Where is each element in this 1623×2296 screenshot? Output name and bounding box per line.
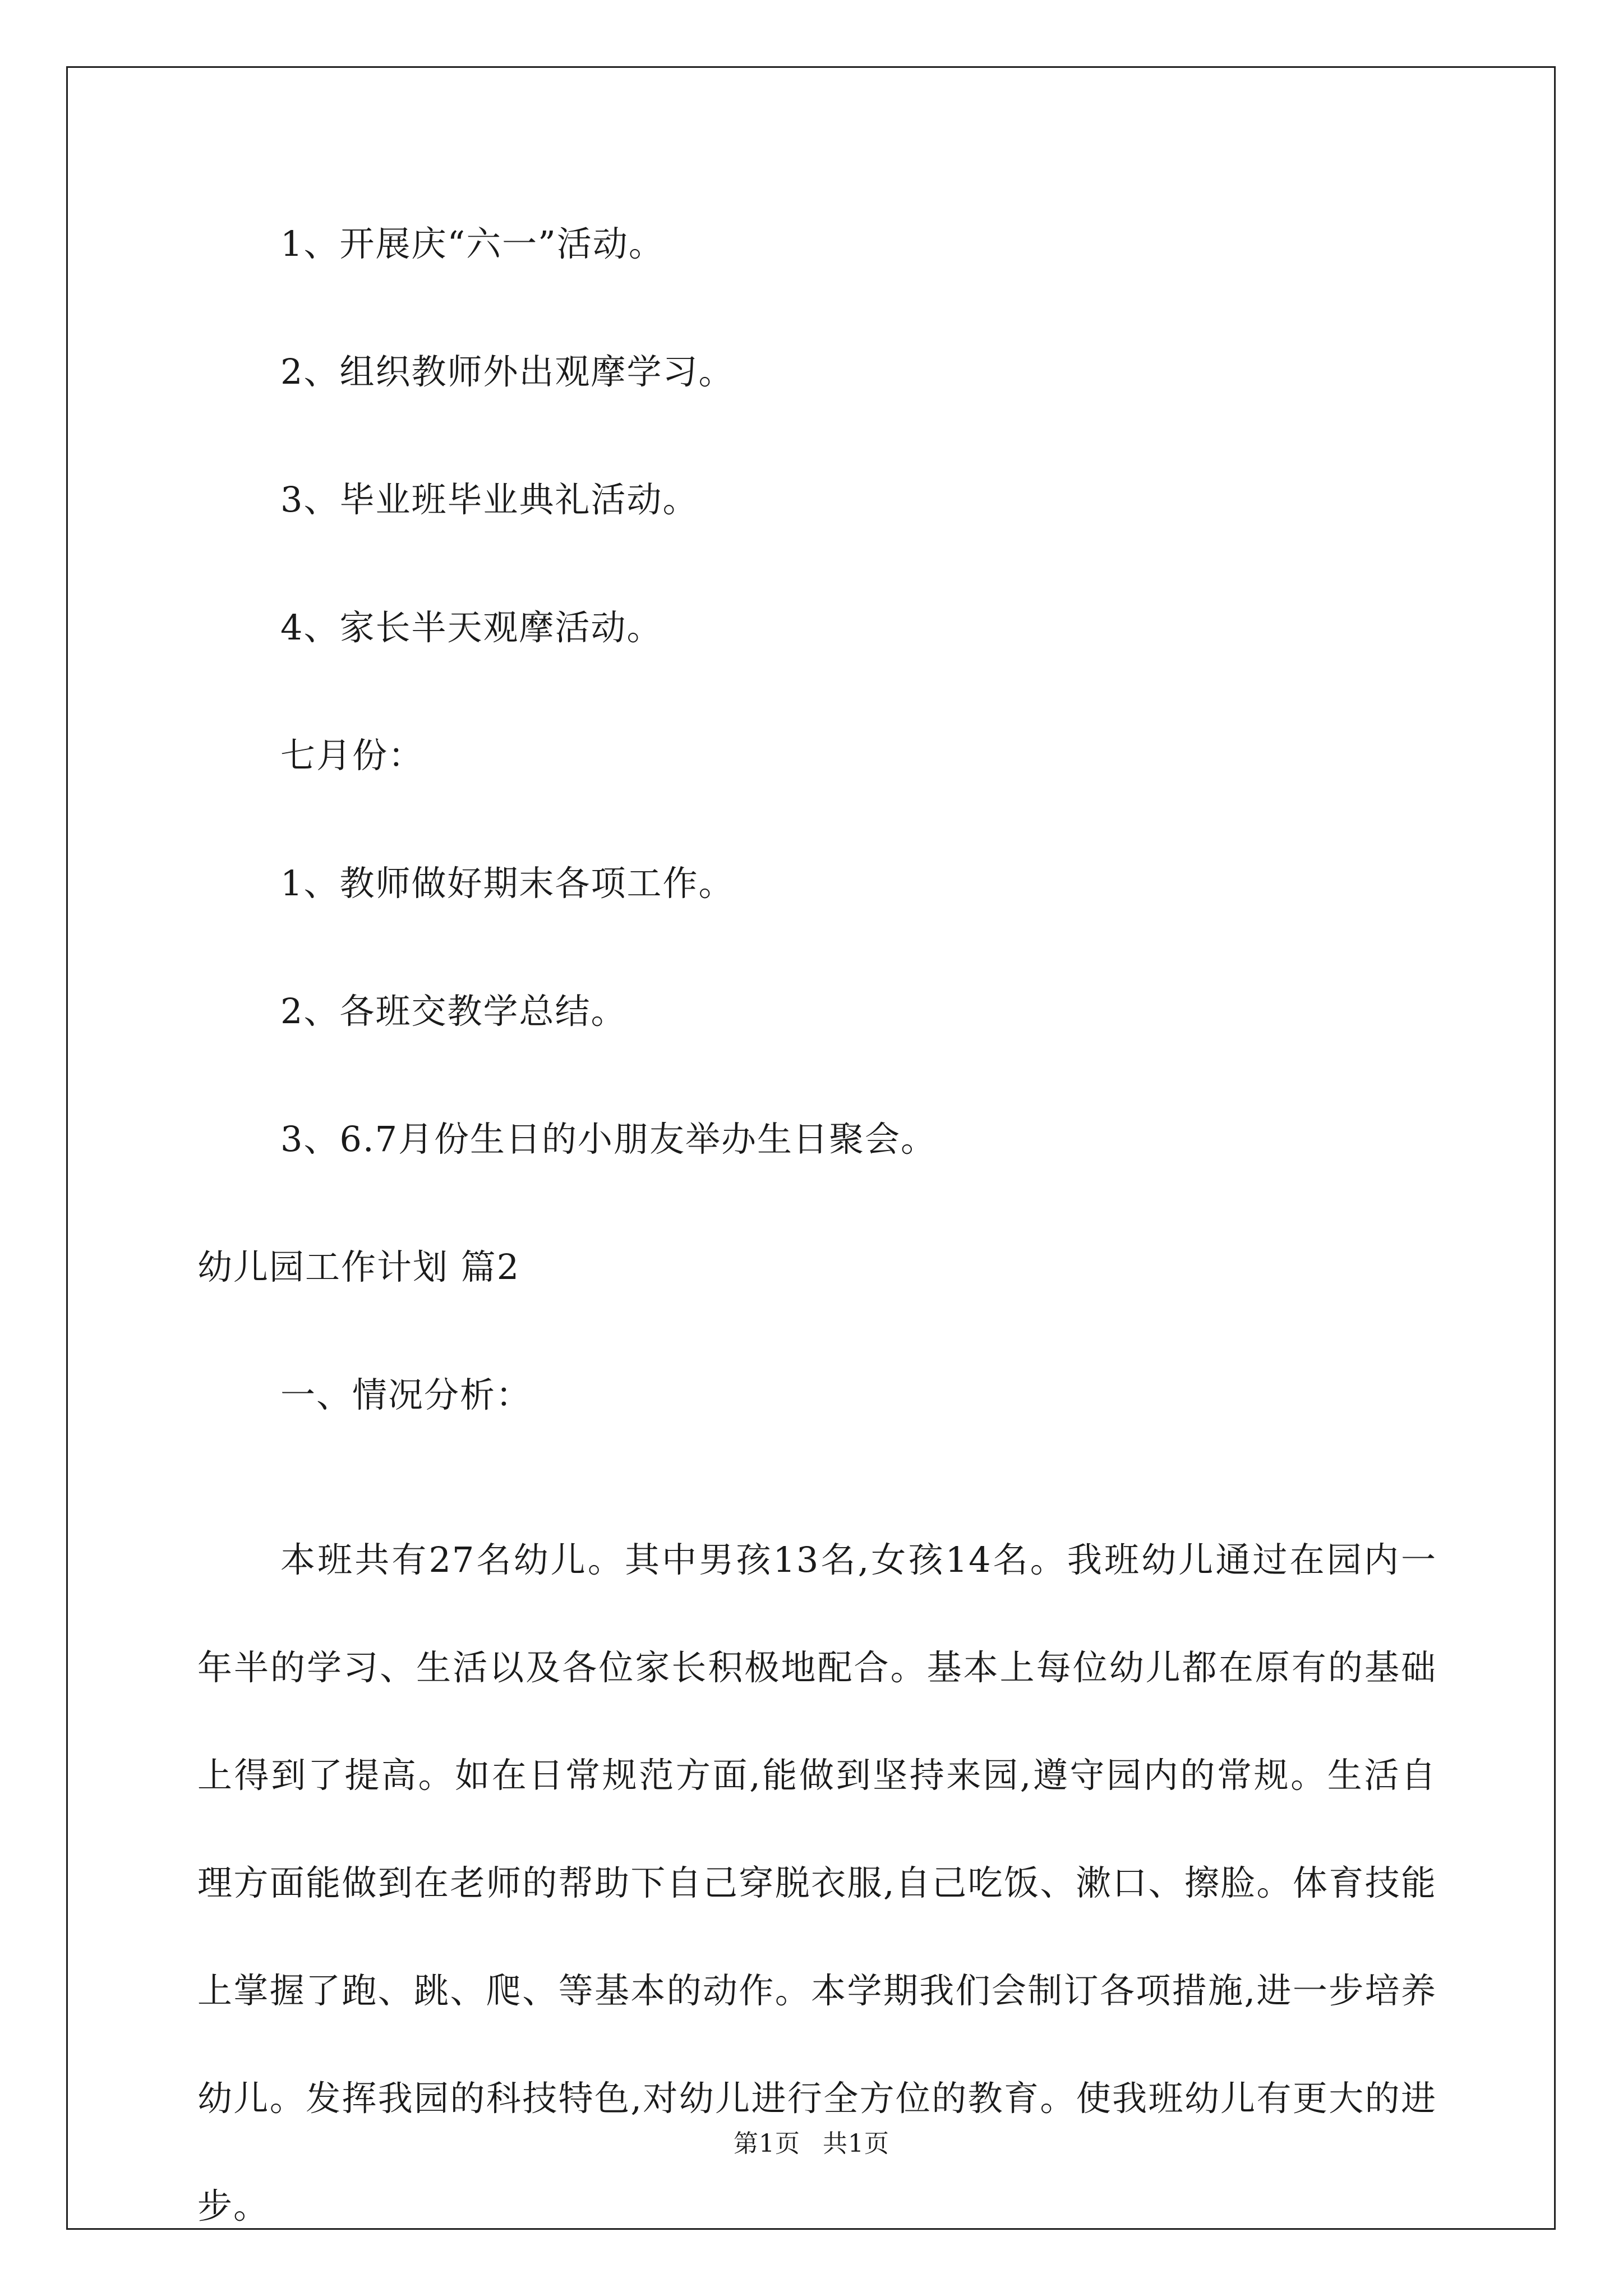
month-heading: 七月份： <box>280 735 425 776</box>
list-item: 1、开展庆“六一”活动。 <box>280 223 665 264</box>
page-number: 第1页 <box>734 2129 800 2158</box>
subheading: 一、情况分析： <box>280 1374 532 1415</box>
list-item: 4、家长半天观摩活动。 <box>280 607 663 648</box>
list-item: 2、组织教师外出观摩学习。 <box>280 351 735 392</box>
page-total: 共1页 <box>823 2129 889 2158</box>
section-title: 幼儿园工作计划 篇2 <box>197 1246 520 1287</box>
list-item: 1、教师做好期末各项工作。 <box>280 863 735 904</box>
page-footer <box>0 2128 1623 2160</box>
list-item: 3、毕业班毕业典礼活动。 <box>280 479 699 520</box>
list-item: 2、各班交教学总结。 <box>280 991 627 1032</box>
analysis-paragraph: 本班共有27名幼儿。其中男孩13名,女孩14名。我班幼儿通过在园内一年半的学习、生活以及各位家长积极地配合。基本上每位幼儿都在原有的基础上得到了提高。如在日常规范方面,能做到坚持来园,遵守园内的常规。生活自理方面能做到在老师的帮助下自己穿脱衣服,自己吃饭、漱口、擦脸。体育技能上掌握了跑、跳、爬、等基本的动作。本学期我们会制订各项措施,进一步培养幼儿。发挥我园的科技特色,对幼儿进行全方位的教育。使我班幼儿有更大的进步。 <box>197 1539 1437 2226</box>
list-item: 3、6.7月份生日的小朋友举办生日聚会。 <box>280 1119 937 1159</box>
